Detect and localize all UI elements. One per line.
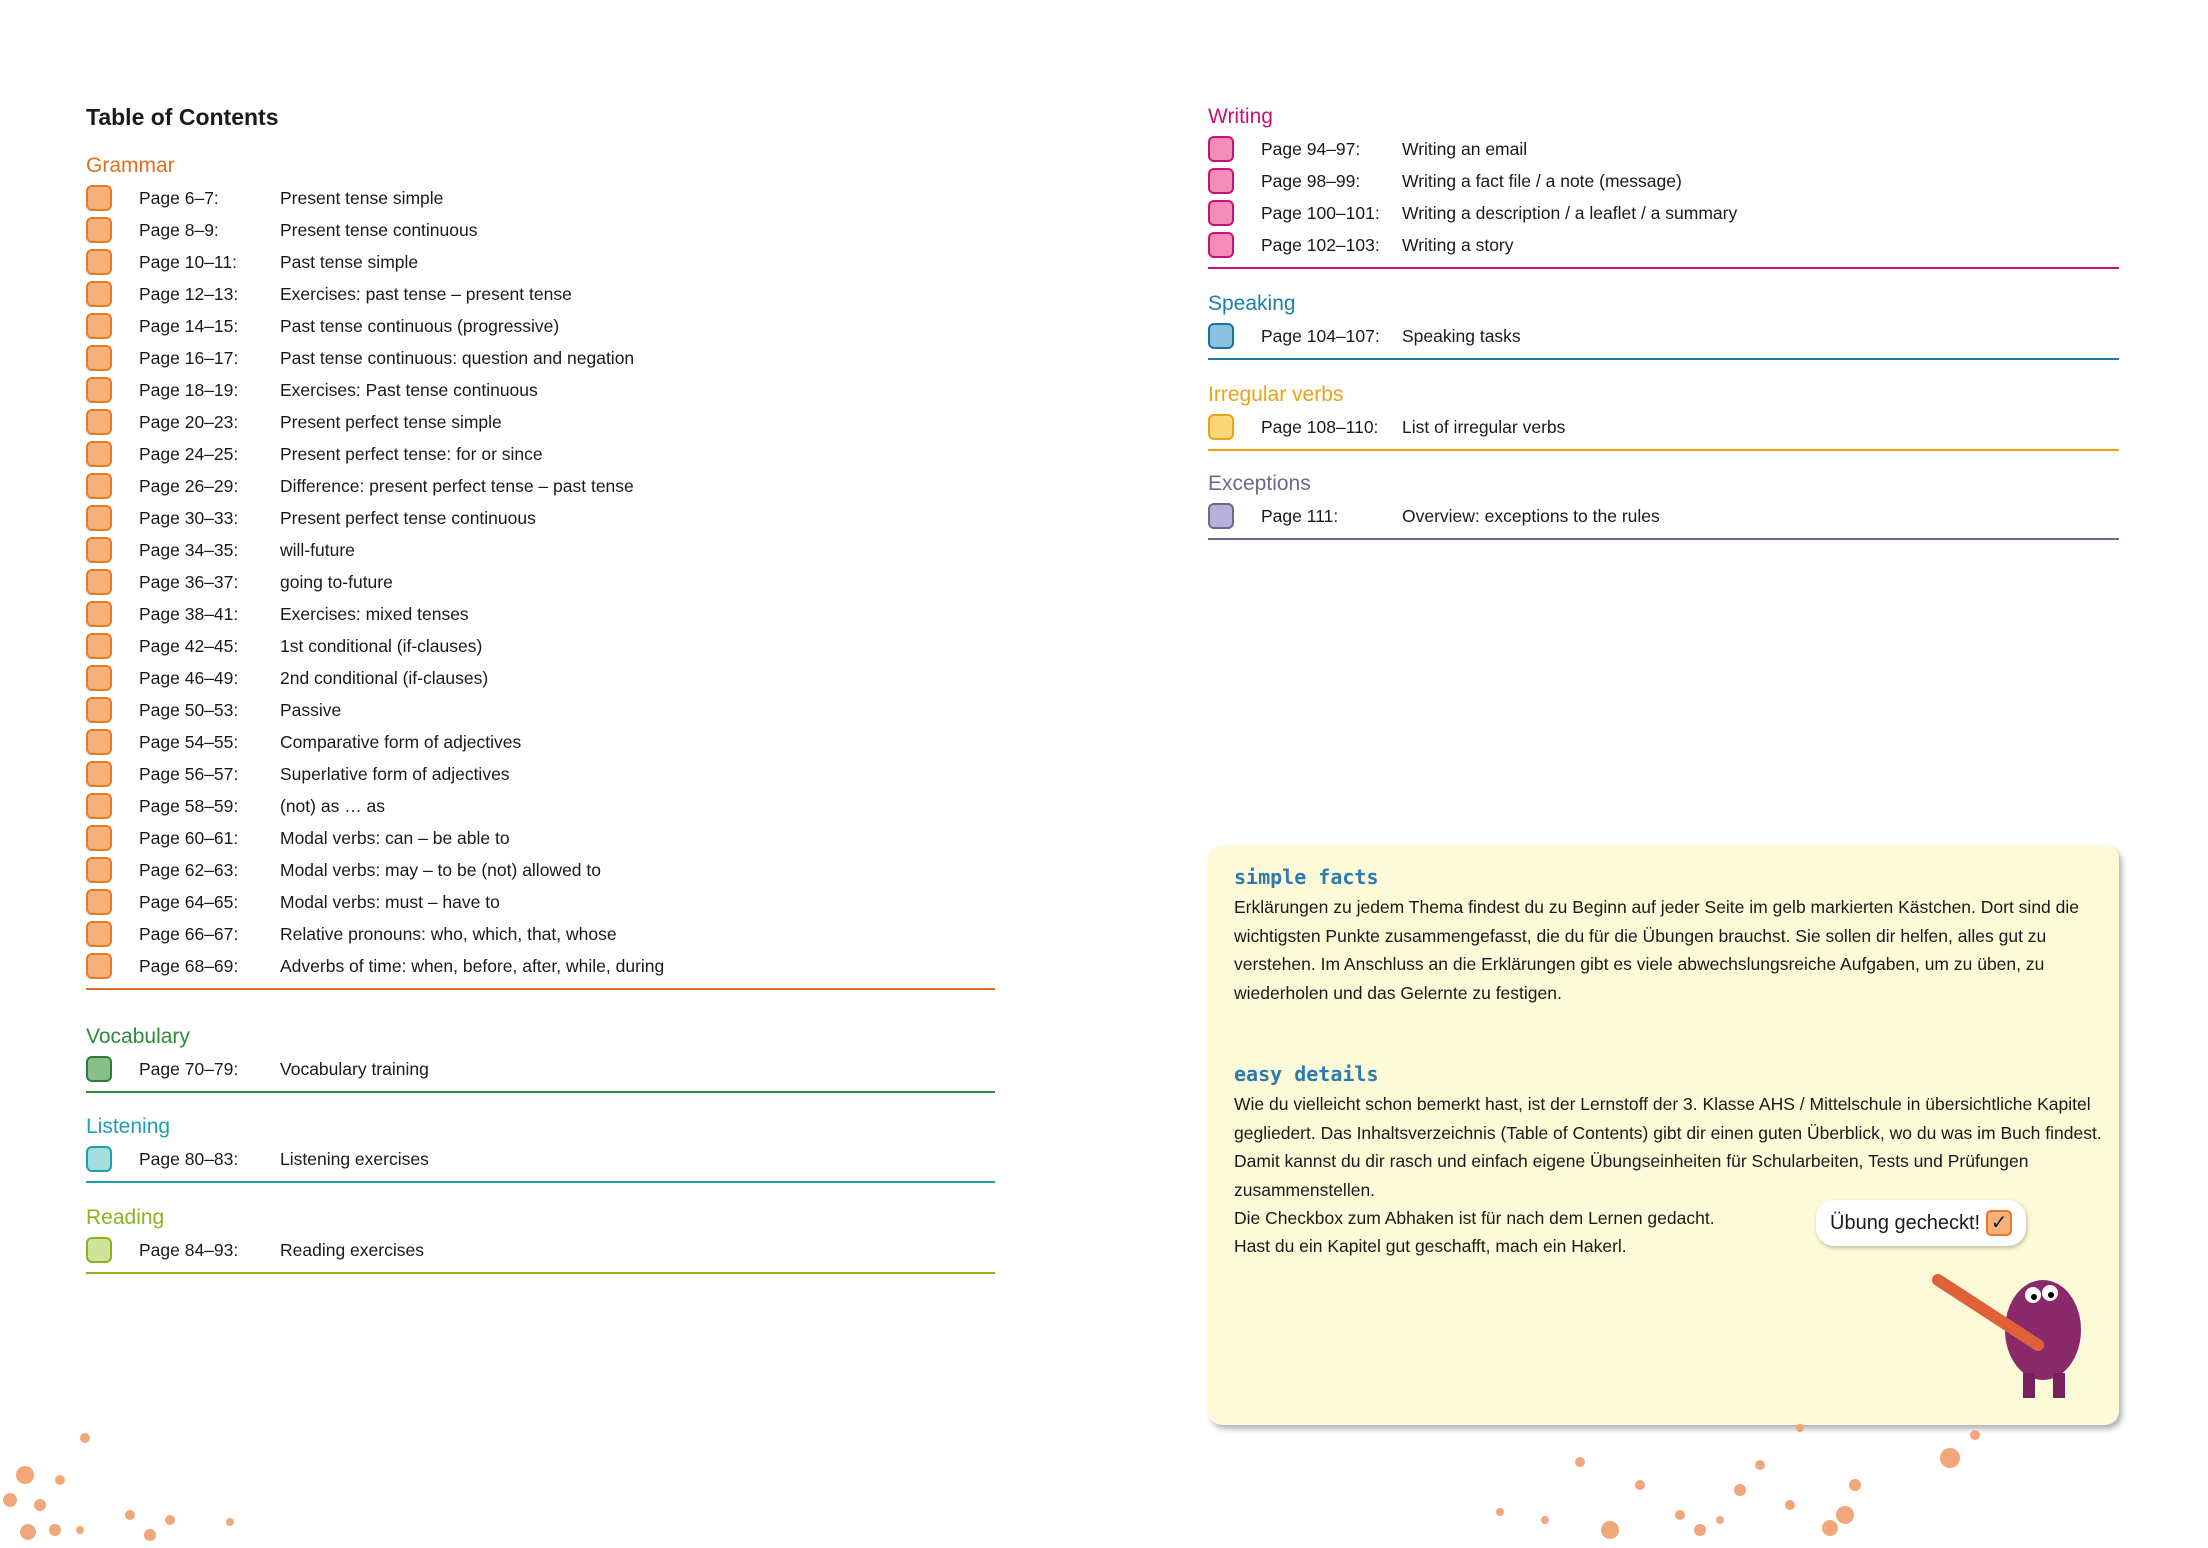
checkbox[interactable] — [86, 729, 112, 755]
toc-row — [86, 278, 995, 310]
toc-row — [86, 694, 995, 726]
checkbox[interactable] — [86, 633, 112, 659]
toc-row — [86, 790, 995, 822]
page-range: Page 36–37: — [139, 571, 239, 592]
topic: Exercises: past tense – present tense — [280, 283, 572, 304]
topic: Difference: present perfect tense – past tense — [280, 475, 634, 496]
topic: 1st conditional (if-clauses) — [280, 635, 483, 656]
toc-row — [86, 1143, 995, 1175]
checkbox[interactable] — [86, 953, 112, 979]
checkbox[interactable] — [86, 409, 112, 435]
checkbox[interactable] — [1208, 503, 1234, 529]
hakerl-note: Hast du ein Kapitel gut geschafft, mach ein Hakerl. — [1234, 1236, 1627, 1256]
toc-row — [86, 310, 995, 342]
section-heading: Reading — [86, 1206, 165, 1229]
checkbox[interactable] — [86, 857, 112, 883]
checkbox[interactable] — [86, 185, 112, 211]
toc-row — [86, 822, 995, 854]
page-range: Page 6–7: — [139, 187, 219, 208]
topic: Past tense continuous: question and negation — [280, 347, 635, 368]
checkbox[interactable] — [86, 473, 112, 499]
section-heading: Irregular verbs — [1208, 383, 1344, 406]
page-range: Page 18–19: — [139, 379, 239, 400]
topic: Passive — [280, 699, 342, 720]
toc-row — [86, 470, 995, 502]
topic: Modal verbs: must – have to — [280, 891, 500, 912]
section-heading: Vocabulary — [86, 1025, 190, 1048]
topic: Relative pronouns: who, which, that, whose — [280, 923, 617, 944]
toc-row — [86, 534, 995, 566]
page-range: Page 60–61: — [139, 827, 239, 848]
section-heading: Exceptions — [1208, 472, 1311, 495]
decorative-dots — [0, 1420, 2208, 1548]
checkbox[interactable] — [86, 601, 112, 627]
section-listening — [86, 1110, 995, 1183]
checkbox[interactable] — [1208, 414, 1234, 440]
toc-row — [1208, 229, 2119, 261]
page-range: Page 111: — [1261, 505, 1339, 526]
checkbox[interactable] — [86, 281, 112, 307]
page-range: Page 8–9: — [139, 219, 219, 240]
topic: Exercises: mixed tenses — [280, 603, 469, 624]
toc-row — [86, 950, 995, 982]
section-grammar — [86, 149, 995, 990]
page-range: Page 42–45: — [139, 635, 239, 656]
topic: Past tense simple — [280, 251, 419, 272]
page-range: Page 54–55: — [139, 731, 239, 752]
section-reading — [86, 1201, 995, 1274]
section-divider — [86, 1181, 995, 1183]
toc-row — [86, 1234, 995, 1266]
page-range: Page 80–83: — [139, 1148, 239, 1169]
section-divider — [86, 1091, 995, 1093]
section-heading: Writing — [1208, 105, 1273, 128]
toc-row — [86, 662, 995, 694]
section-divider — [86, 988, 995, 990]
toc-row — [86, 502, 995, 534]
topic: Vocabulary training — [280, 1058, 429, 1079]
topic: Present tense continuous — [280, 219, 478, 240]
topic: Comparative form of adjectives — [280, 731, 522, 752]
toc-row — [86, 342, 995, 374]
easy-details-text: Wie du vielleicht schon bemerkt hast, ist der Lernstoff der 3. Klasse AHS / Mittelschule in übersichtliche Kapitel gegliedert. Das Inhaltsverzeichnis (Table of Contents) gibt dir einen guten Überblick, wo du was im Buch findest. Damit kannst du dir rasch und einfach eigene Übungseinheiten für Schularbeiten, Tests und Prüfungen zusammenstellen. — [1234, 1094, 2102, 1200]
page-range: Page 30–33: — [139, 507, 239, 528]
topic: Present tense simple — [280, 187, 444, 208]
topic: Modal verbs: may – to be (not) allowed to — [280, 859, 601, 880]
topic: List of irregular verbs — [1402, 416, 1566, 437]
section-vocabulary — [86, 1020, 995, 1093]
page-range: Page 68–69: — [139, 955, 239, 976]
section-divider — [1208, 358, 2119, 360]
page-range: Page 58–59: — [139, 795, 239, 816]
topic: Overview: exceptions to the rules — [1402, 505, 1660, 526]
checkbox[interactable] — [86, 537, 112, 563]
page-range: Page 14–15: — [139, 315, 239, 336]
section-exceptions — [1208, 467, 2119, 540]
checkbox[interactable] — [86, 1146, 112, 1172]
page-range: Page 56–57: — [139, 763, 239, 784]
page-range: Page 66–67: — [139, 923, 239, 944]
toc-row — [1208, 411, 2119, 443]
checkbox[interactable] — [86, 889, 112, 915]
checkbox[interactable] — [86, 761, 112, 787]
page-range: Page 26–29: — [139, 475, 239, 496]
section-heading: Speaking — [1208, 292, 1296, 315]
info-box — [1208, 845, 2119, 1425]
page-range: Page 38–41: — [139, 603, 239, 624]
section-divider — [1208, 267, 2119, 269]
page-range: Page 94–97: — [1261, 138, 1361, 159]
checkbox[interactable] — [86, 921, 112, 947]
toc-row — [86, 406, 995, 438]
toc-row — [86, 182, 995, 214]
checkbox[interactable] — [86, 569, 112, 595]
topic: Present perfect tense continuous — [280, 507, 536, 528]
section-divider — [86, 1272, 995, 1274]
page-range: Page 50–53: — [139, 699, 239, 720]
checkbox[interactable] — [86, 793, 112, 819]
section-divider — [1208, 449, 2119, 451]
page-range: Page 62–63: — [139, 859, 239, 880]
toc-row — [86, 438, 995, 470]
topic: Present perfect tense: for or since — [280, 443, 543, 464]
page-range: Page 108–110: — [1261, 416, 1379, 437]
page-range: Page 84–93: — [139, 1239, 239, 1260]
section-heading: Listening — [86, 1115, 171, 1138]
topic: 2nd conditional (if-clauses) — [280, 667, 489, 688]
page-range: Page 10–11: — [139, 251, 237, 272]
toc-row — [1208, 165, 2119, 197]
speech-bubble — [1816, 1200, 2026, 1246]
checkbox[interactable] — [86, 313, 112, 339]
page-range: Page 16–17: — [139, 347, 239, 368]
topic: Reading exercises — [280, 1239, 424, 1260]
checkbox-note: Die Checkbox zum Abhaken ist für nach dem Lernen gedacht. — [1234, 1208, 1715, 1228]
checkbox[interactable] — [86, 505, 112, 531]
section-speaking — [1208, 287, 2119, 360]
toc-row — [86, 758, 995, 790]
toc-row — [1208, 320, 2119, 352]
page-range: Page 12–13: — [139, 283, 239, 304]
toc-row — [1208, 500, 2119, 532]
checkbox[interactable] — [86, 377, 112, 403]
page-range: Page 98–99: — [1261, 170, 1361, 191]
page-range: Page 70–79: — [139, 1058, 239, 1079]
checkbox[interactable] — [1208, 168, 1234, 194]
toc-row — [86, 630, 995, 662]
page-range: Page 34–35: — [139, 539, 239, 560]
toc-row — [1208, 197, 2119, 229]
toc-row — [86, 854, 995, 886]
checkbox[interactable] — [86, 1237, 112, 1263]
toc-row — [86, 918, 995, 950]
topic: Present perfect tense simple — [280, 411, 502, 432]
simple-facts-heading: simple facts — [1234, 865, 1379, 889]
section-divider — [1208, 538, 2119, 540]
topic: (not) as … as — [280, 795, 386, 816]
toc-row — [86, 246, 995, 278]
toc-row — [86, 726, 995, 758]
simple-facts-text: Erklärungen zu jedem Thema findest du zu Beginn auf jeder Seite im gelb markierten Kästchen. Dort sind die wichtigsten Punkte zusammengefasst, die du für die Übungen brauchst. Sie sollen dir helfen, alles gut zu verstehen. Im Anschluss an die Erklärungen gibt es viele abwechslungsreiche Aufgaben, um zu üben, zu wiederholen und das Gelernte zu festigen. — [1234, 897, 2079, 1003]
section-heading: Grammar — [86, 154, 175, 177]
toc-row — [1208, 133, 2119, 165]
page-range: Page 102–103: — [1261, 234, 1380, 255]
topic: Writing a description / a leaflet / a summary — [1402, 202, 1738, 223]
toc-row — [86, 214, 995, 246]
section-irregular-verbs — [1208, 378, 2119, 451]
easy-details-heading: easy details — [1234, 1062, 1379, 1086]
topic: Listening exercises — [280, 1148, 429, 1169]
checkbox[interactable] — [86, 825, 112, 851]
toc-row — [86, 374, 995, 406]
checkbox[interactable] — [86, 441, 112, 467]
topic: going to-future — [280, 571, 393, 592]
topic: Modal verbs: can – be able to — [280, 827, 510, 848]
page-range: Page 100–101: — [1261, 202, 1380, 223]
checkbox[interactable] — [1208, 232, 1234, 258]
checkbox[interactable] — [1208, 323, 1234, 349]
toc-row — [86, 886, 995, 918]
toc-row — [86, 566, 995, 598]
checkbox[interactable] — [86, 1056, 112, 1082]
topic: will-future — [280, 539, 355, 560]
checkbox[interactable] — [86, 249, 112, 275]
topic: Superlative form of adjectives — [280, 763, 510, 784]
page-range: Page 20–23: — [139, 411, 239, 432]
topic: Past tense continuous (progressive) — [280, 315, 560, 336]
checkbox[interactable] — [1208, 200, 1234, 226]
page-range: Page 46–49: — [139, 667, 239, 688]
page-range: Page 24–25: — [139, 443, 239, 464]
bubble-text: Übung gecheckt! — [1830, 1211, 1981, 1234]
toc-row — [86, 1053, 995, 1085]
page-range: Page 64–65: — [139, 891, 239, 912]
checkbox[interactable] — [1208, 136, 1234, 162]
checkbox[interactable] — [86, 217, 112, 243]
topic: Exercises: Past tense continuous — [280, 379, 538, 400]
checkbox[interactable] — [86, 345, 112, 371]
page-title: Table of Contents — [86, 104, 279, 130]
section-writing — [1208, 100, 2119, 269]
topic: Writing a fact file / a note (message) — [1402, 170, 1682, 191]
toc-row — [86, 598, 995, 630]
topic: Writing a story — [1402, 234, 1514, 255]
checkbox[interactable] — [86, 665, 112, 691]
topic: Speaking tasks — [1402, 325, 1521, 346]
checkbox[interactable] — [86, 697, 112, 723]
mascot-illustration — [1928, 1245, 2108, 1405]
topic: Adverbs of time: when, before, after, while, during — [280, 955, 665, 976]
page-range: Page 104–107: — [1261, 325, 1380, 346]
checkmark-icon: ✓ — [1986, 1210, 2012, 1236]
topic: Writing an email — [1402, 138, 1528, 159]
